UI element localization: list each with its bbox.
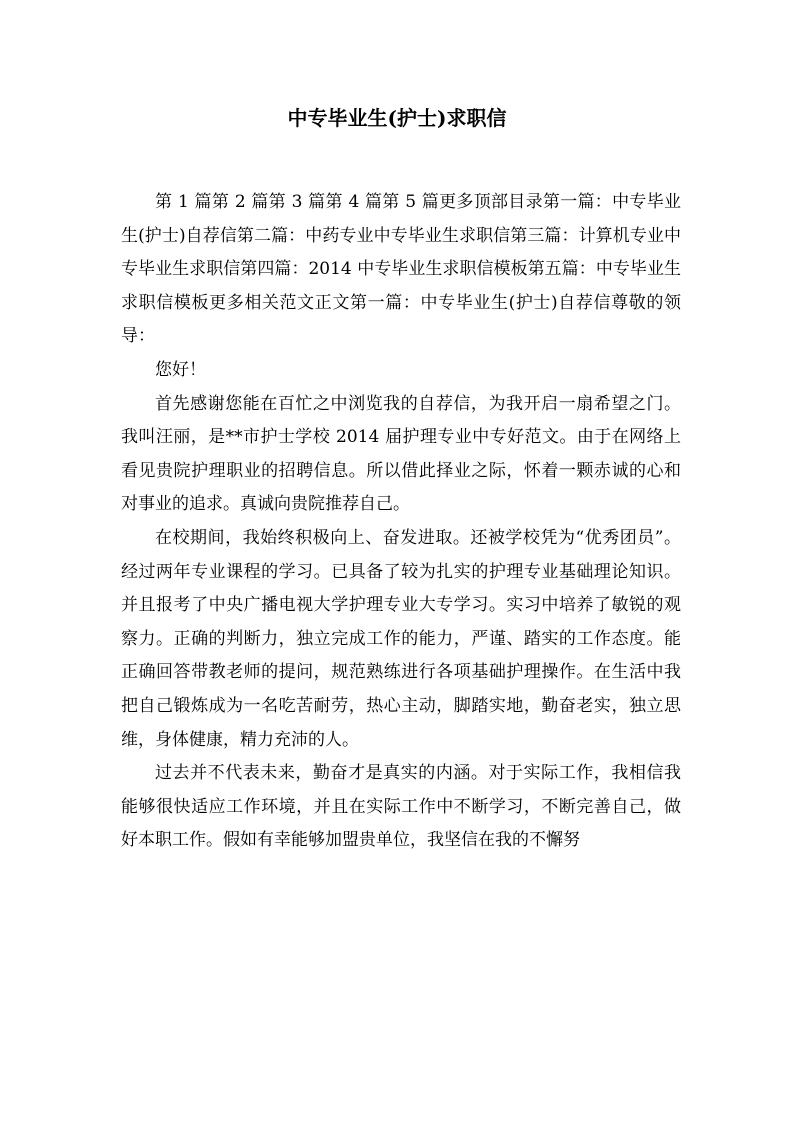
paragraph-introduction: 首先感谢您能在百忙之中浏览我的自荐信，为我开启一扇希望之门。我叫汪丽，是**市护士学校 2014 届护理专业中专好范文。由于在网络上看见贵院护理职业的招聘信息。所以借此择业之际，怀着一颗赤诚的心和对事业的追求。真诚向贵院推荐自己。 (121, 393, 681, 515)
paragraph-future: 过去并不代表未来，勤奋才是真实的内涵。对于实际工作，我相信我能够很快适应工作环境，并且在实际工作中不断学习，不断完善自己，做好本职工作。假如有幸能够加盟贵单位，我坚信在我的不懈努 (121, 763, 681, 851)
paragraph-school-experience: 在校期间，我始终积极向上、奋发进取。还被学校凭为“优秀团员”。经过两年专业课程的学习。已具备了较为扎实的护理专业基础理论知识。并且报考了中央广播电视大学护理专业大专学习。实习中培养了敏锐的观察力。正确的判断力，独立完成工作的能力，严谨、踏实的工作态度。能正确回答带教老师的提问，规范熟练进行各项基础护理操作。在生活中我把自己锻炼成为一名吃苦耐劳，热心主动，脚踏实地，勤奋老实，独立思维，身体健康，精力充沛的人。 (121, 527, 681, 750)
document-title: 中专毕业生(护士)求职信 (287, 106, 507, 130)
document-body (121, 186, 681, 858)
paragraph-greeting: 您好！ (155, 359, 206, 380)
paragraph-toc: 第 1 篇第 2 篇第 3 篇第 4 篇第 5 篇更多顶部目录第一篇：中专毕业生(护士)自荐信第二篇：中药专业中专毕业生求职信第三篇：计算机专业中专毕业生求职信第四篇：2014 中专毕业生求职信模板第五篇：中专毕业生求职信模板更多相关范文正文第一篇：中专毕业生(护士)自荐信尊敬的领导： (121, 192, 681, 347)
